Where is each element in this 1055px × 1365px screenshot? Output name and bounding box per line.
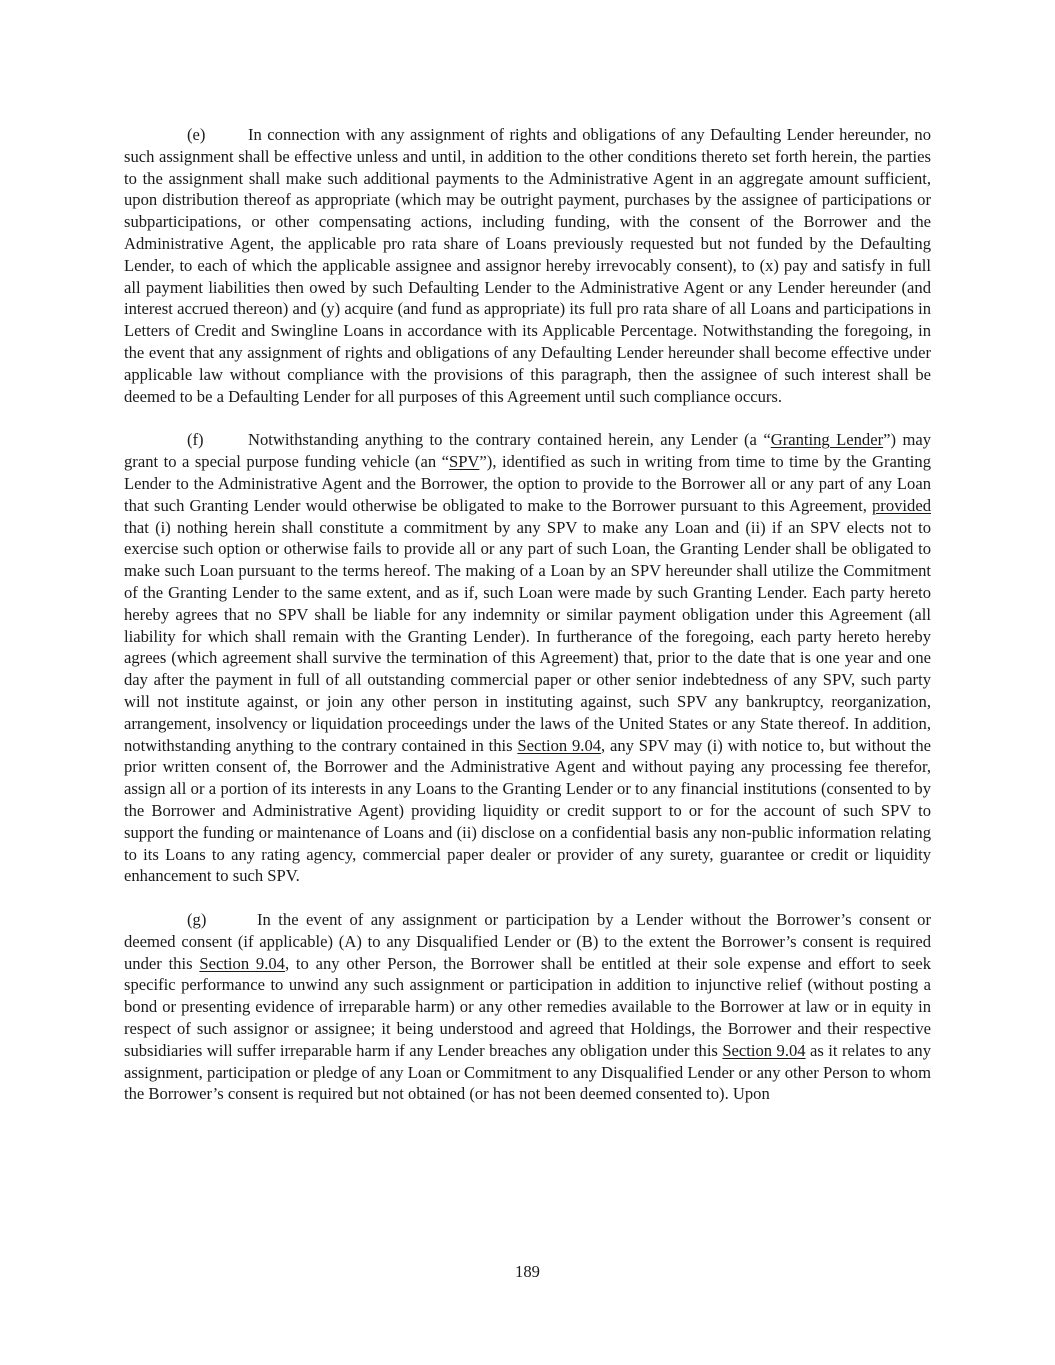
paragraph-f bbox=[124, 429, 931, 887]
section-reference: Section 9.04 bbox=[722, 1040, 806, 1060]
underlined-term-provided: provided bbox=[872, 495, 931, 515]
paragraph-text: ”), identified as such in writing from time to time by the Granting Lender to the Administrative Agent and the Borrower, the option to provide to the Borrower all or any part of any Loan that such Granting Lender would otherwise be obligated to make to the Borrower pursuant to this Agreement, bbox=[124, 452, 931, 515]
paragraph-text: as it relates to any assignment, participation or pledge of any Loan or Commitment to any Disqualified Lender or any other Person to whom the Borrower’s consent is required but not obtained (or has not been deemed consented to). Upon bbox=[124, 1040, 931, 1104]
paragraph-text: Notwithstanding anything to the contrary contained herein, any Lender (a “ bbox=[248, 430, 771, 450]
section-reference: Section 9.04 bbox=[199, 953, 285, 973]
paragraph-text: In the event of any assignment or participation by a Lender without the Borrower’s consent or deemed consent (if applicable) (A) to any Disqualified Lender or (B) to the extent the Borrower’s consent is required under this bbox=[124, 910, 931, 973]
paragraph-text: that (i) nothing herein shall constitute a commitment by any SPV to make any Loan and (ii) if an SPV elects not to exercise such option or otherwise fails to provide all or any part of such Loan, the Granting Lender shall be obligated to make such Loan pursuant to the terms hereof. The making of a Loan by an SPV hereunder shall utilize the Commitment of the Granting Lender to the same extent, and as if, such Loan were made by such Granting Lender. Each party hereto hereby agrees that no SPV shall be liable for any indemnity or similar payment obligation under this Agreement (all liability for which shall remain with the Granting Lender). In furtherance of the foregoing, each party hereto hereby agrees (which agreement shall survive the termination of this Agreement) that, prior to the date that is one year and one day after the payment in full of all outstanding commercial paper or other senior indebtedness of any SPV, such party will not institute against, or join any other person in instituting against, such SPV any bankruptcy, reorganization, arrangement, insolvency or liquidation proceedings under the laws of the United States or any State thereof. In addition, notwithstanding anything to the contrary contained in this bbox=[124, 517, 931, 755]
paragraph-number: (e) bbox=[187, 125, 206, 144]
defined-term-granting-lender: Granting Lender bbox=[770, 430, 884, 450]
document-page bbox=[124, 124, 931, 1127]
paragraph-number: (g) bbox=[187, 910, 207, 930]
paragraph-e bbox=[124, 124, 931, 407]
page-number: 189 bbox=[515, 1262, 540, 1281]
defined-term-spv: SPV bbox=[448, 452, 480, 472]
section-reference: Section 9.04 bbox=[517, 735, 602, 755]
paragraph-text: , any SPV may (i) with notice to, but without the prior written consent of, the Borrower and the Administrative Agent and without paying any processing fee therefor, assign all or a portion of its interests in any Loans to the Granting Lender or to any financial institutions (consented to by the Borrower and Administrative Agent) providing liquidity or credit support to or for the account of such SPV to support the funding or maintenance of Loans and (ii) disclose on a confidential basis any non-public information relating to its Loans to any rating agency, commercial paper dealer or provider of any surety, guarantee or credit or liquidity enhancement to such SPV. bbox=[124, 735, 931, 886]
paragraph-text: , to any other Person, the Borrower shall be entitled at their sole expense and effort to seek specific performance to unwind any such assignment or participation in addition to injunctive relief (without posting a bond or presenting evidence of irreparable harm) or any other remedies available to the Borrower at law or in equity in respect of such assignor or assignee; it being understood and agreed that Holdings, the Borrower and their respective subsidiaries will suffer irreparable harm if any Lender breaches any obligation under this bbox=[124, 953, 931, 1060]
paragraph-text: ”) may grant to a special purpose funding vehicle (an “ bbox=[124, 430, 932, 472]
paragraph-number: (f) bbox=[187, 430, 204, 450]
paragraph-text: In connection with any assignment of rights and obligations of any Defaulting Lender hereunder, no such assignment shall be effective unless and until, in addition to the other conditions thereto set forth herein, the parties to the assignment shall make such additional payments to the Administrative Agent in an aggregate amount sufficient, upon distribution thereof as appropriate (which may be outright payment, purchases by the assignee of participations or subparticipations, or other compensating actions, including funding, with the consent of the Borrower and the Administrative Agent, the applicable pro rata share of Loans previously requested but not funded by the Defaulting Lender, to each of which the applicable assignee and assignor hereby irrevocably consent), to (x) pay and satisfy in full all payment liabilities then owed by such Defaulting Lender to the Administrative Agent or any Lender hereunder (and interest accrued thereon) and (y) acquire (and fund as appropriate) its full pro rata share of all Loans and participations in Letters of Credit and Swingline Loans in accordance with its Applicable Percentage. Notwithstanding the foregoing, in the event that any assignment of rights and obligations of any Defaulting Lender hereunder shall become effective under applicable law without compliance with the provisions of this paragraph, then the assignee of such interest shall be deemed to be a Defaulting Lender for all purposes of this Agreement until such compliance occurs. bbox=[124, 125, 931, 406]
paragraph-g bbox=[124, 909, 931, 1105]
